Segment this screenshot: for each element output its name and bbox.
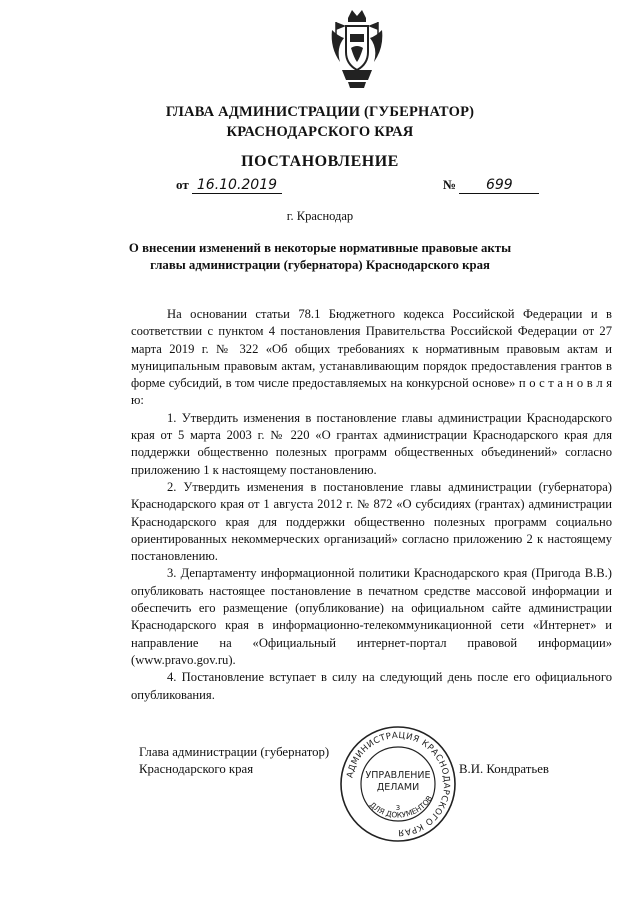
signatory-title-line-2: Краснодарского края xyxy=(139,762,254,776)
body-paragraph-1: 1. Утвердить изменения в постановление главы администрации Краснодарского края от 5 марта 2003 г. № 220 «О грантах администрации Краснодарского края для поддержки общественно полезных программ общественных объединений» согласно приложению 1 к настоящему постановлению. xyxy=(131,410,612,477)
signatory-name: В.И. Кондратьев xyxy=(459,762,549,776)
date-value: 16.10.2019 xyxy=(192,177,282,194)
seal-center-line-1: УПРАВЛЕНИЕ xyxy=(365,770,431,781)
body-paragraph-preamble: На основании статьи 78.1 Бюджетного кодекса Российской Федерации и в соответствии с пунктом 4 постановления Правительства Российской Федерации от 27 марта 2019 г. № 322 «Об общих требованиях к нормативным правовым актам и муниципальным правовым актам, устанавливающим порядок предоставления грантов в форме субсидий, в том числе предоставляемых на конкурсной основе» п о с т а н о в л я ю: xyxy=(131,307,612,408)
number-prefix: № xyxy=(443,177,457,192)
seal-number: 3 xyxy=(395,804,401,812)
date-prefix: от xyxy=(176,177,189,192)
signatory-title xyxy=(139,744,329,778)
seal-ring-text: АДМИНИСТРАЦИЯ КРАСНОДАРСКОГО КРАЯ xyxy=(345,730,452,838)
document-body xyxy=(131,306,612,704)
coat-of-arms-emblem xyxy=(328,8,386,90)
document-number xyxy=(443,177,539,194)
organization-line-1: ГЛАВА АДМИНИСТРАЦИИ (ГУБЕРНАТОР) xyxy=(165,104,475,120)
document-city: г. Краснодар xyxy=(286,209,354,223)
body-paragraph-4: 4. Постановление вступает в силу на следующий день после его официального опубликования. xyxy=(131,670,612,702)
document-date xyxy=(176,177,282,194)
svg-text:ДЛЯ ДОКУМЕНТОВ xyxy=(368,794,434,820)
seal-center-line-2: ДЕЛАМИ xyxy=(376,782,420,793)
seal-bottom-text: ДЛЯ ДОКУМЕНТОВ xyxy=(367,793,435,820)
document-subject: О внесении изменений в некоторые нормативные правовые акты главы администрации (губернатора) Краснодарского края xyxy=(128,241,512,272)
body-paragraph-3: 3. Департаменту информационной политики Краснодарского края (Пригода В.В.) опубликовать настоящее постановление в печатном средстве массовой информации и обеспечить его размещение (опубликование) на официальном сайте администрации Краснодарского края в информационно-телекоммуникационной сети «Интернет» и направление на «Официальный интернет-портал правовой информации» (www.pravo.gov.ru). xyxy=(131,566,612,667)
number-value: 699 xyxy=(459,177,539,194)
body-paragraph-2: 2. Утвердить изменения в постановление главы администрации (губернатора) Краснодарского края от 1 августа 2012 г. № 872 «О субсидиях (грантах) администрации Краснодарского края для поддержки общественно полезных программ социально ориентированных некоммерческих организаций» согласно приложению 2 к настоящему постановлению. xyxy=(131,479,612,564)
signatory-title-line-1: Глава администрации (губернатор) xyxy=(139,745,330,759)
document-type-title: ПОСТАНОВЛЕНИЕ xyxy=(241,153,399,170)
organization-line-2: КРАСНОДАРСКОГО КРАЯ xyxy=(226,124,414,140)
official-seal-stamp xyxy=(338,724,458,844)
